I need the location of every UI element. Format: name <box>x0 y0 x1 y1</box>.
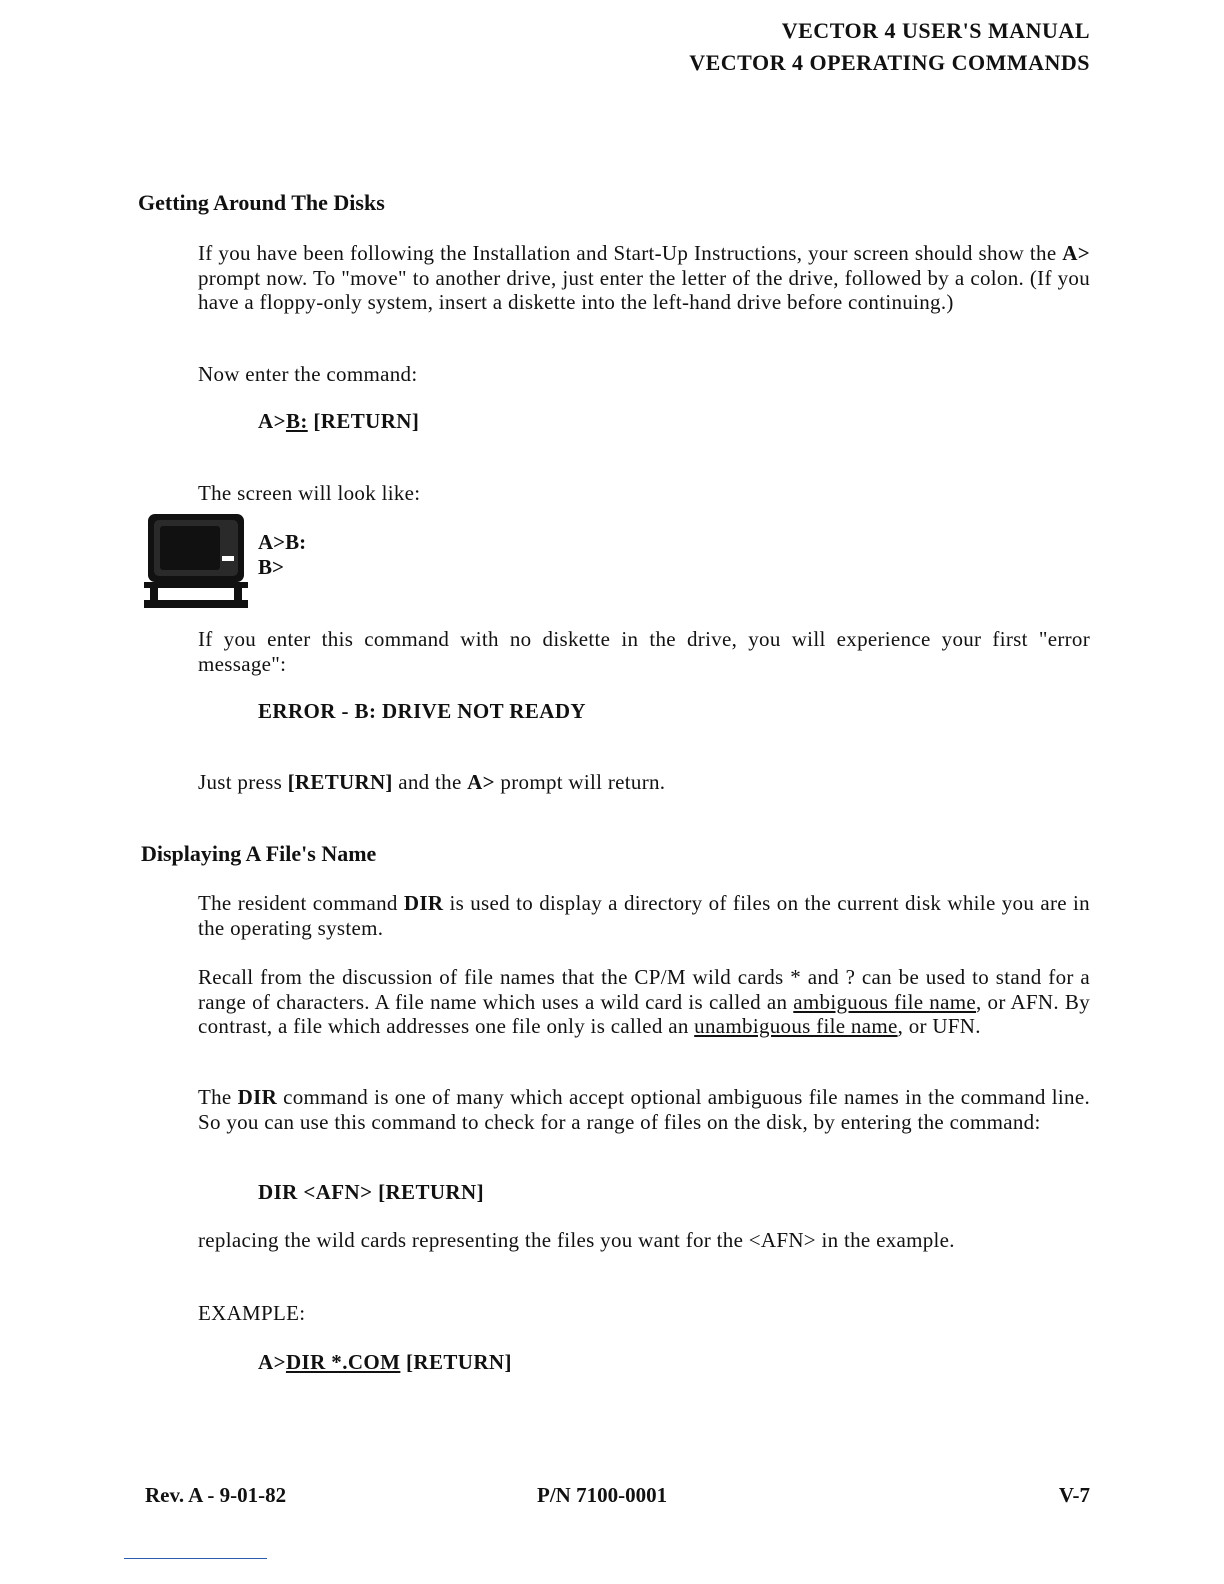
paragraph-now-enter: Now enter the command: <box>198 362 418 386</box>
cmd-prompt: A> <box>258 1350 286 1374</box>
text: Just press <box>198 770 288 794</box>
term-afn: ambiguous file name <box>793 989 976 1014</box>
command-change-drive <box>258 409 419 434</box>
command-dir-example <box>258 1350 512 1375</box>
text: and the <box>392 770 468 794</box>
section-title-displaying-file-name: Displaying A File's Name <box>141 841 377 866</box>
paragraph-dir-command <box>198 891 1090 940</box>
footer-revision: Rev. A - 9-01-82 <box>145 1483 287 1507</box>
term-ufn: unambiguous file name <box>694 1014 898 1038</box>
bottom-rule <box>124 1558 267 1559</box>
header-manual-title: VECTOR 4 USER'S MANUAL <box>781 18 1090 43</box>
text: is used to display a directory of files on the current disk while you are in the operating system. <box>198 891 1090 940</box>
text: command is one of many which accept optional ambiguous file names in the command line. So you can use this command to check for a range of files on the disk, by entering the command: <box>198 1085 1090 1134</box>
screen-line: B> <box>258 555 284 579</box>
error-message: ERROR - B: DRIVE NOT READY <box>258 699 586 723</box>
text: prompt will return. <box>494 770 666 794</box>
prompt-text: A> <box>467 770 495 794</box>
screen-line: A>B: <box>258 530 307 554</box>
cmd-input: B: <box>285 409 308 433</box>
text: prompt now. To "move" to another drive, just enter the letter of the drive, followed by a colon. (If you have a floppy-only system, insert a diskette into the left-hand drive before continuing.) <box>198 265 1090 314</box>
cmd-input: DIR *.COM <box>285 1350 401 1374</box>
text: If you have been following the Installation and Start-Up Instructions, your screen should show the <box>198 241 1063 265</box>
cmd-key: [RETURN] <box>307 409 420 433</box>
section-title-getting-around: Getting Around The Disks <box>138 190 385 215</box>
paragraph-wild-cards <box>198 965 1090 1039</box>
computer-terminal-icon <box>144 512 248 608</box>
header-chapter-title: VECTOR 4 OPERATING COMMANDS <box>689 50 1090 75</box>
paragraph-no-diskette: If you enter this command with no diskette in the drive, you will experience your first "error message": <box>198 627 1090 676</box>
cmd-key: [RETURN] <box>400 1350 512 1374</box>
command-text: DIR <box>237 1085 278 1109</box>
command-dir-afn: DIR <AFN> [RETURN] <box>258 1180 484 1204</box>
text: , or AFN. By contrast, a file which addresses one file only is called an <box>198 989 1091 1038</box>
paragraph-intro <box>198 241 1090 315</box>
paragraph-dir-accepts-afn <box>198 1085 1090 1134</box>
text: The resident command <box>198 891 404 915</box>
key-text: [RETURN] <box>287 770 393 794</box>
prompt-text: A> <box>1062 241 1090 265</box>
screen-output <box>258 530 306 580</box>
command-text: DIR <box>403 891 444 915</box>
cmd-prompt: A> <box>258 409 286 433</box>
text: The <box>198 1085 238 1109</box>
paragraph-press-return <box>198 770 1090 795</box>
text: Recall from the discussion of file names that the CP/M wild cards * and ? can be used to stand for a range of characters. A file name which uses a wild card is called an <box>198 965 1090 1014</box>
paragraph-replacing: replacing the wild cards representing the files you want for the <AFN> in the example. <box>198 1228 955 1252</box>
footer-part-number: P/N 7100-0001 <box>537 1483 668 1507</box>
example-label: EXAMPLE: <box>198 1301 306 1325</box>
footer-page-number: V-7 <box>1058 1483 1090 1507</box>
text: , or UFN. <box>897 1014 981 1038</box>
paragraph-screen-look: The screen will look like: <box>198 481 421 505</box>
